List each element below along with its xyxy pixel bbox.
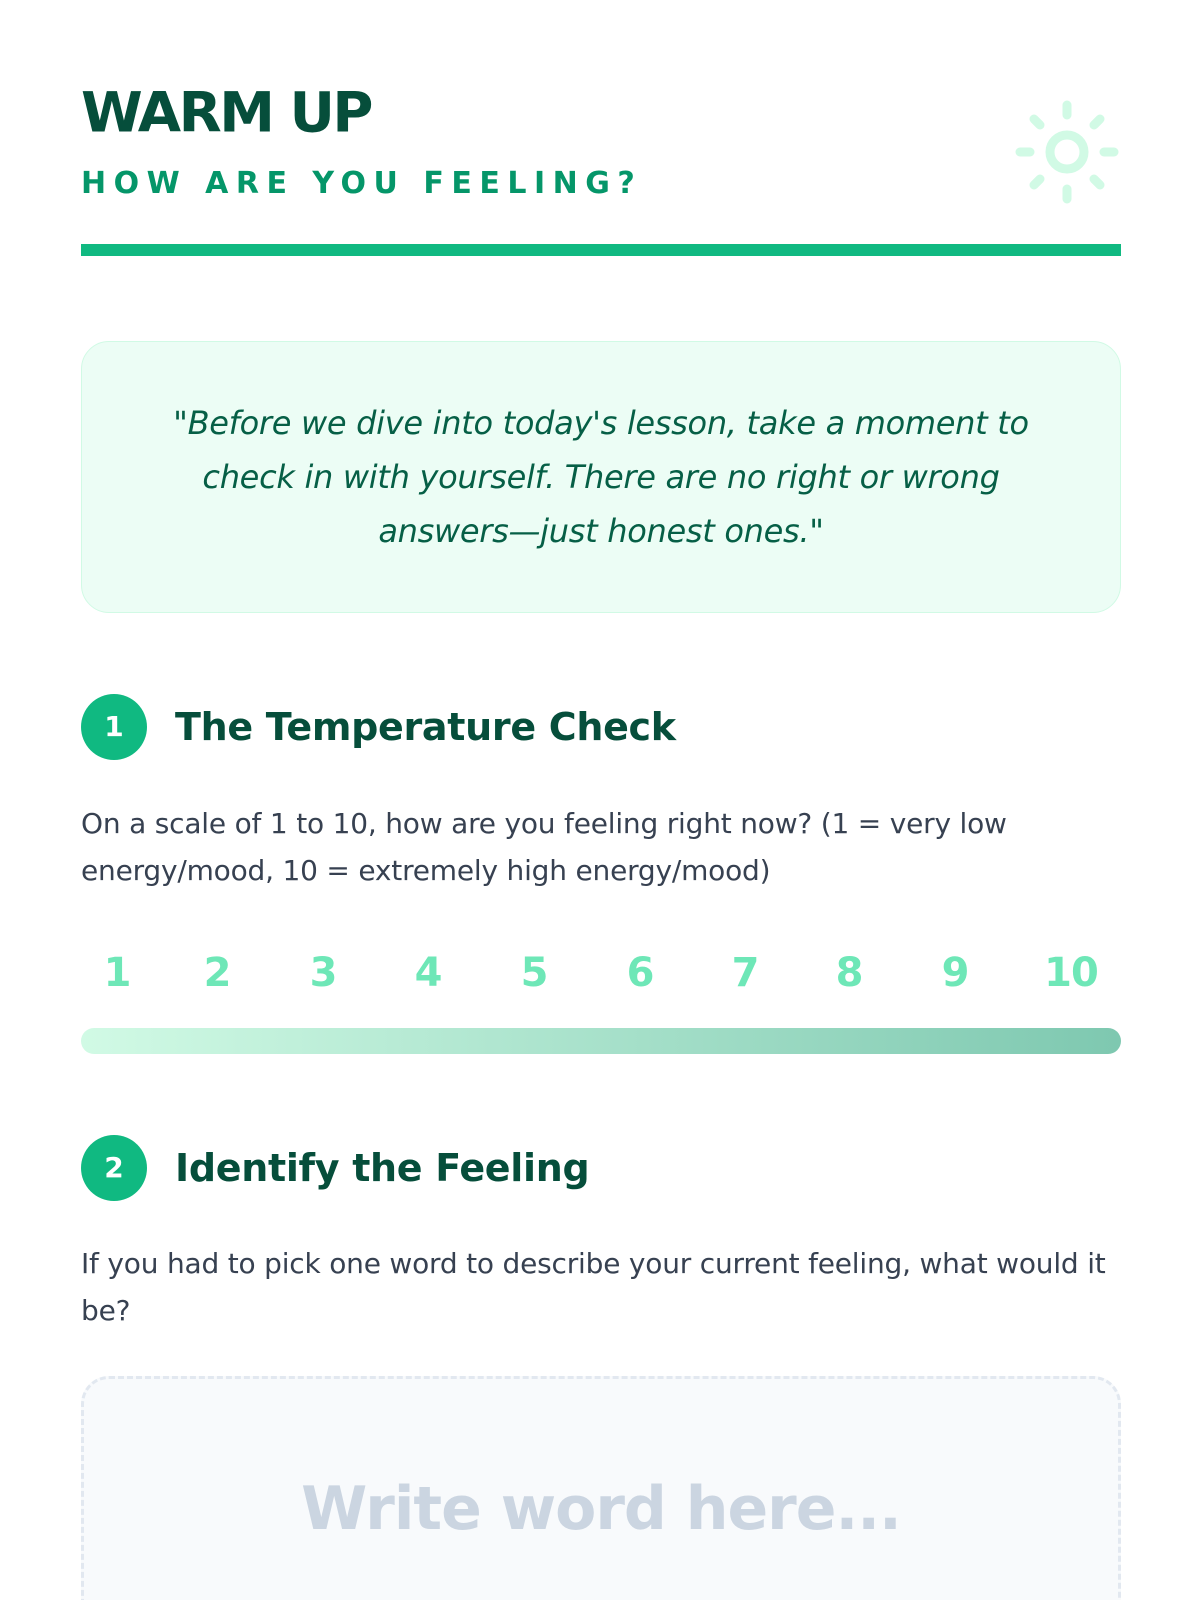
scale-option-4[interactable]: 4 xyxy=(414,950,442,996)
page-title: WARM UP xyxy=(81,81,371,146)
section-temperature-check xyxy=(81,694,1121,760)
quote-box xyxy=(81,341,1121,613)
scale-option-6[interactable]: 6 xyxy=(626,950,654,996)
section-number-badge: 1 xyxy=(81,694,147,760)
scale-option-3[interactable]: 3 xyxy=(309,950,337,996)
section-title: Identify the Feeling xyxy=(175,1146,590,1190)
scale-option-5[interactable]: 5 xyxy=(520,950,548,996)
section-number-badge: 2 xyxy=(81,1135,147,1201)
scale-option-8[interactable]: 8 xyxy=(835,950,863,996)
page-subtitle: HOW ARE YOU FEELING? xyxy=(81,166,643,201)
feeling-answer-box xyxy=(81,1376,1121,1600)
feeling-word-input[interactable] xyxy=(84,1459,1118,1559)
sun-icon xyxy=(1015,100,1119,204)
temperature-prompt: On a scale of 1 to 10, how are you feeling right now? (1 = very low energy/mood, 10 = extremely high energy/mood) xyxy=(81,807,1007,887)
scale-option-1[interactable]: 1 xyxy=(103,950,131,996)
header-divider xyxy=(81,244,1121,256)
worksheet-page xyxy=(81,0,1121,1600)
scale-option-10[interactable]: 10 xyxy=(1044,950,1098,996)
section-identify-feeling xyxy=(81,1135,1121,1201)
scale-option-9[interactable]: 9 xyxy=(941,950,969,996)
mood-scale-bar xyxy=(81,1028,1121,1054)
scale-option-7[interactable]: 7 xyxy=(731,950,759,996)
section-title: The Temperature Check xyxy=(175,705,676,749)
feeling-prompt: If you had to pick one word to describe your current feeling, what would it be? xyxy=(81,1247,1106,1327)
header xyxy=(81,82,1121,262)
quote-text: "Before we dive into today's lesson, take a moment to check in with yourself. There are no right or wrong answers—just honest ones." xyxy=(173,404,1029,550)
scale-option-2[interactable]: 2 xyxy=(203,950,231,996)
mood-scale xyxy=(81,946,1121,1000)
